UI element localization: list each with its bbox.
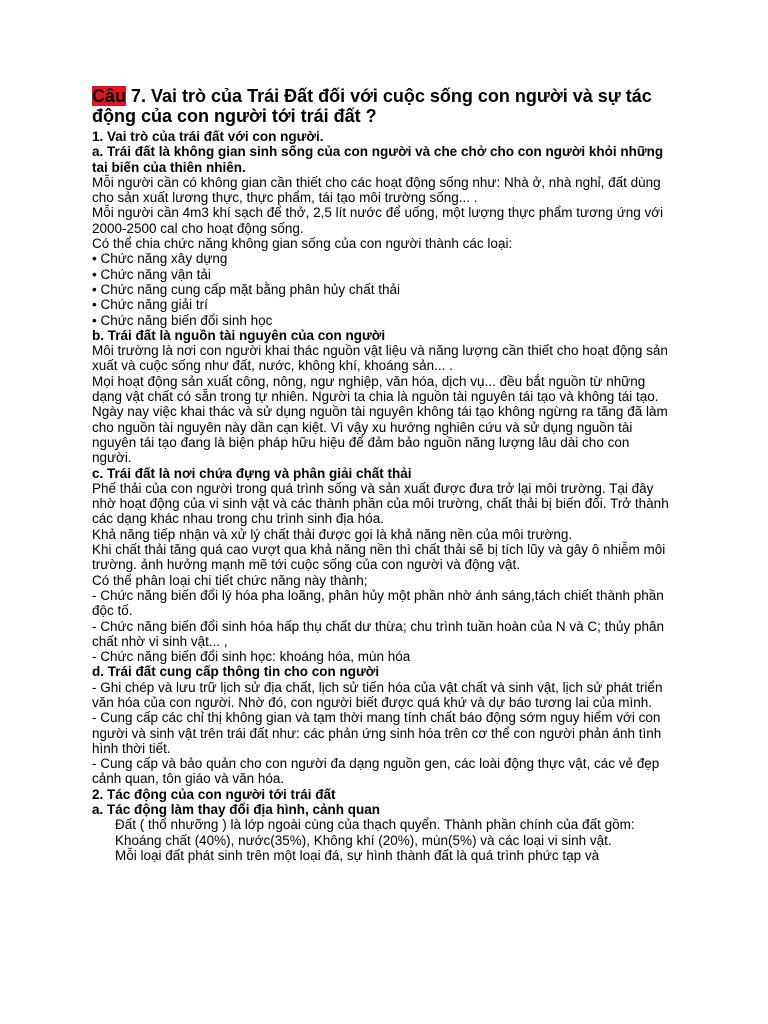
question-title bbox=[92, 86, 672, 126]
paragraph: • Chức năng giải trí bbox=[92, 297, 208, 313]
paragraph: Khả năng tiếp nhận và xử lý chất thải được gọi là khả năng nền của môi trường. bbox=[92, 526, 573, 542]
paragraph: • Chức năng vận tải bbox=[92, 266, 211, 282]
section-heading: a. Trái đất là không gian sinh sống của con người và che chở cho con người khỏi những tai biến của thiên nhiên. bbox=[92, 144, 664, 175]
paragraph: - Chức năng biến đổi sinh học: khoáng hóa, mùn hóa bbox=[92, 649, 411, 665]
paragraph: Phế thải của con người trong quá trình sống và sản xuất được đưa trở lại môi trường. Tại đây nhờ hoạt động của vi sinh vật và các thành phần của môi trường, chất thải bị biến đổi. Trở thành các dạng khác nhau trong chu trình sinh địa hóa. bbox=[92, 480, 669, 527]
paragraph: Có thể phân loại chi tiết chức năng này thành; bbox=[92, 572, 368, 588]
paragraph: Mọi hoạt động sản xuất công, nông, ngư nghiệp, văn hóa, dịch vụ... đều bắt nguồn từ những dạng vật chất có sẵn trong tự nhiên. Người ta chia là nguồn tài nguyên tái tạo và không tái tạo. bbox=[92, 373, 659, 405]
section-heading: 1. Vai trò của trái đất với con người. bbox=[92, 129, 324, 144]
paragraph: - Ghi chép và lưu trữ lịch sử địa chất, lịch sử tiến hóa của vật chất và sinh vật, lịch sử phát triển văn hóa của con người. Nhờ đó, con người biết được quá khứ và dự báo tương lai của mình. bbox=[92, 679, 663, 710]
paragraph: Khi chất thải tăng quá cao vượt qua khả năng nền thì chất thải sẽ bị tích lũy và gây ô nhiễm môi trường. ảnh hưởng mạnh mẽ tới cuộc sống của con người và động vật. bbox=[92, 542, 666, 573]
paragraph: - Chức năng biến đổi sinh hóa hấp thụ chất dư thừa; chu trình tuần hoàn của N và C; thủy phân chất nhờ vi sinh vật... , bbox=[92, 618, 664, 649]
paragraph: - Cung cấp các chỉ thị không gian và tạm thời mang tính chất báo động sớm nguy hiểm với con người và sinh vật trên trái đất như: các phản ứng sinh hóa trên cơ thể con người phản ánh tình hình thời tiết. bbox=[92, 710, 662, 756]
paragraph: - Cung cấp và bảo quản cho con người đa dạng nguồn gen, các loài động thực vật, các vẻ đẹp cảnh quan, tôn giáo và văn hóa. bbox=[92, 756, 660, 787]
paragraph: Ngày nay việc khai thác và sử dụng nguồn tài nguyên không tái tạo không ngừng ra tăng đã làm cho nguồn tài nguyên này dần cạn kiệt. Vì vậy xu hướng nghiên cứu và sử dụng nguồn tài nguyên tái tạo đang là biện pháp hữu hiệu để đảm bảo nguồn năng lượng lâu dài cho con người. bbox=[92, 404, 668, 466]
question-label-highlight: Câu bbox=[92, 86, 127, 106]
paragraph: Mỗi loại đất phát sinh trên một loại đá, sự hình thành đất là quá trình phức tạp và bbox=[115, 847, 600, 863]
paragraph: Đất ( thổ nhưỡng ) là lớp ngoài cùng của thạch quyển. Thành phần chính của đất gồm: Khoáng chất (40%), nước(35%), Không khí (20%), mùn(5%) và các loại vi sinh vật. bbox=[115, 817, 635, 848]
section-heading: d. Trái đất cung cấp thông tin cho con người bbox=[92, 664, 380, 680]
document-page bbox=[92, 86, 672, 863]
paragraph: - Chức năng biến đổi lý hóa pha loãng, phân hủy một phần nhờ ánh sáng,tách chiết thành phần độc tố. bbox=[92, 587, 664, 619]
document-body bbox=[92, 129, 672, 863]
section-heading: b. Trái đất là nguồn tài nguyên của con người bbox=[92, 327, 386, 343]
paragraph: Mỗi người cần 4m3 khí sạch để thở, 2,5 lít nước để uống, một lượng thực phẩm tương ứng với 2000-2500 cal cho hoạt động sống. bbox=[92, 205, 664, 236]
section-heading: a. Tác động làm thay đổi địa hình, cảnh quan bbox=[92, 802, 381, 818]
paragraph: • Chức năng cung cấp mặt bằng phân hủy chất thải bbox=[92, 281, 400, 297]
paragraph: • Chức năng biến đổi sinh học bbox=[92, 312, 273, 328]
section-heading: 2. Tác động của con người tới trái đất bbox=[92, 786, 336, 802]
section-heading: c. Trái đất là nơi chứa đựng và phân giải chất thải bbox=[92, 465, 412, 481]
paragraph: Có thể chia chức năng không gian sống của con người thành các loại: bbox=[92, 236, 513, 252]
paragraph: Môi trường là nơi con người khai thác nguồn vật liệu và năng lượng cần thiết cho hoạt động sản xuất và cuộc sống như đất, nước, không khí, khoáng sản... . bbox=[92, 343, 668, 374]
question-title-text: 7. Vai trò của Trái Đất đối với cuộc sống con người và sự tác động của con người tới trái đất ? bbox=[92, 86, 652, 126]
paragraph: • Chức năng xây dựng bbox=[92, 251, 228, 267]
paragraph: Mỗi người cần có không gian cần thiết cho các hoạt động sống như: Nhà ở, nhà nghỉ, đất dùng cho sản xuất lương thực, thực phẩm, tái tạo môi trường sống... . bbox=[92, 174, 661, 206]
